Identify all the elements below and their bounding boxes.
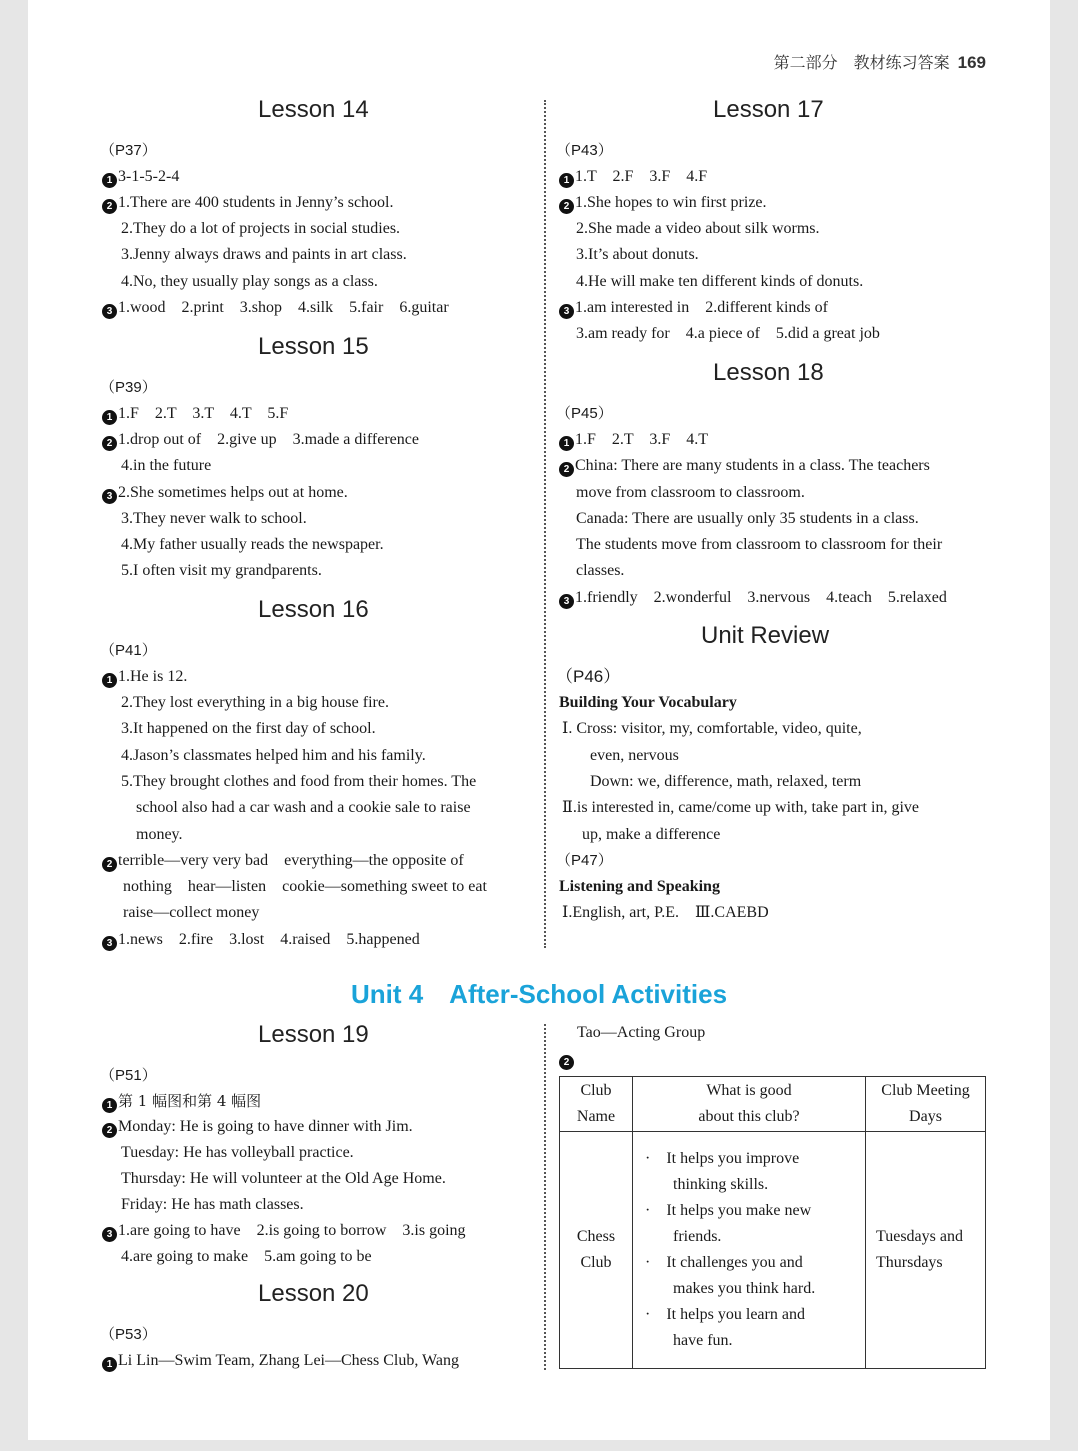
lesson-14-title: Lesson 14 xyxy=(258,96,369,123)
answer-line: 2 1.drop out of 2.give up 3.made a difference xyxy=(102,430,419,451)
answer-line: 4.in the future xyxy=(121,457,212,474)
answer-line: even, nervous xyxy=(590,747,679,764)
meeting-days-cell: Tuesdays and Thursdays xyxy=(866,1132,986,1369)
answer-line: 4.are going to make 5.am going to be xyxy=(121,1248,372,1265)
bullet-3: 3 xyxy=(102,489,117,504)
section-heading: Building Your Vocabulary xyxy=(559,694,737,711)
answer-line: up, make a difference xyxy=(582,826,721,843)
answer-line: Ⅰ.English, art, P.E. Ⅲ.CAEBD xyxy=(562,904,769,921)
bullet-1: 1 xyxy=(559,436,574,451)
answer-line: 3.Jenny always draws and paints in art class. xyxy=(121,246,407,263)
answer-line: The students move from classroom to classroom for their xyxy=(576,536,943,553)
answer-line: nothing hear—listen cookie—something sweet to eat xyxy=(123,878,487,895)
answer-line: 3.It’s about donuts. xyxy=(576,246,699,263)
answer-line: 5.They brought clothes and food from their homes. The xyxy=(121,773,477,790)
table-header-row xyxy=(560,1077,986,1132)
page-ref: （P43） xyxy=(556,142,613,159)
answer-line: Ⅰ. Cross: visitor, my, comfortable, video, quite, xyxy=(562,720,862,737)
answer-line: move from classroom to classroom. xyxy=(576,484,805,501)
answer-line: 4.My father usually reads the newspaper. xyxy=(121,536,384,553)
lesson-18-title: Lesson 18 xyxy=(713,359,824,386)
answer-line: Canada: There are usually only 35 students in a class. xyxy=(576,510,919,527)
club-name-cell: Chess Club xyxy=(560,1132,633,1369)
bullet-2: 2 xyxy=(559,199,574,214)
page-ref: （P45） xyxy=(556,405,613,422)
page-ref: （P39） xyxy=(100,379,157,396)
lesson-16-title: Lesson 16 xyxy=(258,596,369,623)
lesson-19-title: Lesson 19 xyxy=(258,1021,369,1048)
answer-line: 4.Jason’s classmates helped him and his family. xyxy=(121,747,426,764)
answer-line: 3 1.am interested in 2.different kinds of xyxy=(559,298,828,319)
answer-line: raise—collect money xyxy=(123,904,260,921)
column-divider xyxy=(544,100,546,948)
section-heading: Listening and Speaking xyxy=(559,878,720,895)
answer-line: 3.It happened on the first day of school. xyxy=(121,720,376,737)
club-advantages-cell: · It helps you improve thinking skills. · It helps you make new friends. · It challenges you and makes you think hard. · It helps you learn and have fun. xyxy=(633,1132,866,1369)
header-what-good: What is good about this club? xyxy=(633,1077,866,1132)
answer-line: 4.He will make ten different kinds of donuts. xyxy=(576,273,864,290)
answer-line: Down: we, difference, math, relaxed, term xyxy=(590,773,862,790)
answer-line: Tao—Acting Group xyxy=(577,1024,706,1041)
answer-line: 3.They never walk to school. xyxy=(121,510,307,527)
bullet-1: 1 xyxy=(102,673,117,688)
bullet-2: 2 xyxy=(559,462,574,477)
bullet-1: 1 xyxy=(559,173,574,188)
answer-line: 3.am ready for 4.a piece of 5.did a great job xyxy=(576,325,880,342)
answer-line: classes. xyxy=(576,562,625,579)
unit-review-title: Unit Review xyxy=(701,622,830,649)
bullet-3: 3 xyxy=(102,304,117,319)
bullet-1: 1 xyxy=(102,1098,117,1113)
lesson-20-title: Lesson 20 xyxy=(258,1280,369,1307)
answer-line: 2.She made a video about silk worms. xyxy=(576,220,820,237)
answer-line: Friday: He has math classes. xyxy=(121,1196,304,1213)
answer-line: 2 1.There are 400 students in Jenny’s school. xyxy=(102,193,394,214)
header-text: 第二部分 教材练习答案 xyxy=(773,53,950,72)
bullet-1: 1 xyxy=(102,410,117,425)
answer-line: 2 China: There are many students in a class. The teachers xyxy=(559,456,930,477)
header-meeting-days: Club Meeting Days xyxy=(866,1077,986,1132)
answer-line: 1 第 1 幅图和第 4 幅图 xyxy=(102,1091,261,1113)
page-ref: （P51） xyxy=(100,1067,157,1084)
answer-line: 3 1.friendly 2.wonderful 3.nervous 4.teach 5.relaxed xyxy=(559,588,947,609)
page-ref: （P53） xyxy=(100,1326,157,1343)
bullet-2: 2 xyxy=(102,1123,117,1138)
bullet-2: 2 xyxy=(559,1055,574,1070)
answer-line: 1 1.F 2.T 3.F 4.T xyxy=(559,430,708,451)
answer-line: 3 2.She sometimes helps out at home. xyxy=(102,483,348,504)
answer-line: 4.No, they usually play songs as a class. xyxy=(121,273,378,290)
answer-line: 2.They do a lot of projects in social studies. xyxy=(121,220,401,237)
lesson-15-title: Lesson 15 xyxy=(258,333,369,360)
textbook-page xyxy=(28,0,1050,1440)
answer-line: 3 1.wood 2.print 3.shop 4.silk 5.fair 6.guitar xyxy=(102,298,449,319)
answer-line: 2.They lost everything in a big house fire. xyxy=(121,694,389,711)
unit-4-title: Unit 4 After-School Activities xyxy=(350,979,728,1009)
bullet-1: 1 xyxy=(102,1357,117,1372)
answer-line: 1 1.T 2.F 3.F 4.F xyxy=(559,167,707,188)
answer-line: school also had a car wash and a cookie sale to raise xyxy=(136,799,471,816)
bullet-1: 1 xyxy=(102,173,117,188)
answer-line xyxy=(559,1049,575,1070)
column-divider-lower xyxy=(544,1024,546,1370)
answer-line: 1 1.F 2.T 3.T 4.T 5.F xyxy=(102,404,288,425)
page-ref: （P41） xyxy=(100,642,157,659)
answer-line: 1 3-1-5-2-4 xyxy=(102,167,179,188)
answer-line: money. xyxy=(136,826,183,843)
bullet-3: 3 xyxy=(559,594,574,609)
bullet-3: 3 xyxy=(102,936,117,951)
page-header xyxy=(774,50,986,73)
club-table xyxy=(559,1076,986,1369)
answer-line: 2 1.She hopes to win first prize. xyxy=(559,193,767,214)
bullet-2: 2 xyxy=(102,857,117,872)
bullet-2: 2 xyxy=(102,436,117,451)
lesson-17-title: Lesson 17 xyxy=(713,96,824,123)
page-ref: （P47） xyxy=(556,852,613,869)
answer-line: Tuesday: He has volleyball practice. xyxy=(121,1144,354,1161)
bullet-3: 3 xyxy=(559,304,574,319)
answer-line: 2 terrible—very very bad everything—the opposite of xyxy=(102,851,464,872)
bullet-3: 3 xyxy=(102,1227,117,1242)
answer-line: 1 1.He is 12. xyxy=(102,667,187,688)
answer-line: Ⅱ.is interested in, came/come up with, take part in, give xyxy=(562,799,919,816)
answer-line: 5.I often visit my grandparents. xyxy=(121,562,322,579)
header-club-name: Club Name xyxy=(560,1077,633,1132)
table-row xyxy=(560,1132,986,1369)
answer-line: 2 Monday: He is going to have dinner with Jim. xyxy=(102,1117,413,1138)
answer-line: 1 Li Lin—Swim Team, Zhang Lei—Chess Club, Wang xyxy=(102,1351,459,1372)
answer-line: Thursday: He will volunteer at the Old Age Home. xyxy=(121,1170,446,1187)
page-ref: （P37） xyxy=(100,142,157,159)
page-ref: （P46） xyxy=(556,667,621,686)
page-number: 169 xyxy=(957,53,986,72)
answer-line: 3 1.are going to have 2.is going to borrow 3.is going xyxy=(102,1221,466,1242)
bullet-2: 2 xyxy=(102,199,117,214)
answer-line: 3 1.news 2.fire 3.lost 4.raised 5.happened xyxy=(102,930,420,951)
